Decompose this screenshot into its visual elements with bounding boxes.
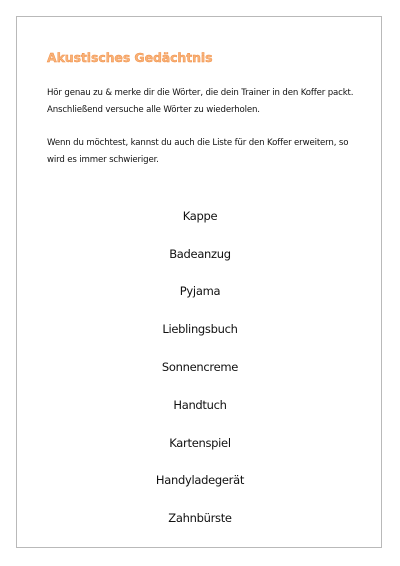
word-item: Pyjama	[179, 284, 221, 299]
suitcase-word-list	[17, 197, 383, 537]
worksheet-title: Akustisches Gedächtnis	[47, 50, 213, 65]
word-item: Kappe	[182, 208, 218, 223]
word-item: Lieblingsbuch	[162, 322, 238, 337]
word-item: Handtuch	[173, 397, 227, 412]
extension-paragraph: Wenn du möchtest, kannst du auch die Liste für den Koffer erweitern, so wird es immer schwieriger.	[47, 138, 349, 165]
instruction-paragraph: Hör genau zu & merke dir die Wörter, die dein Trainer in den Koffer packt. Anschließend versuche alle Wörter zu wiederholen.	[47, 88, 354, 115]
word-item: Sonnencreme	[161, 360, 239, 375]
word-item: Badeanzug	[169, 246, 231, 261]
word-item: Handyladegerät	[155, 473, 245, 488]
word-item: Zahnbürste	[168, 511, 232, 526]
worksheet-page	[16, 16, 382, 548]
word-item: Kartenspiel	[169, 435, 231, 450]
